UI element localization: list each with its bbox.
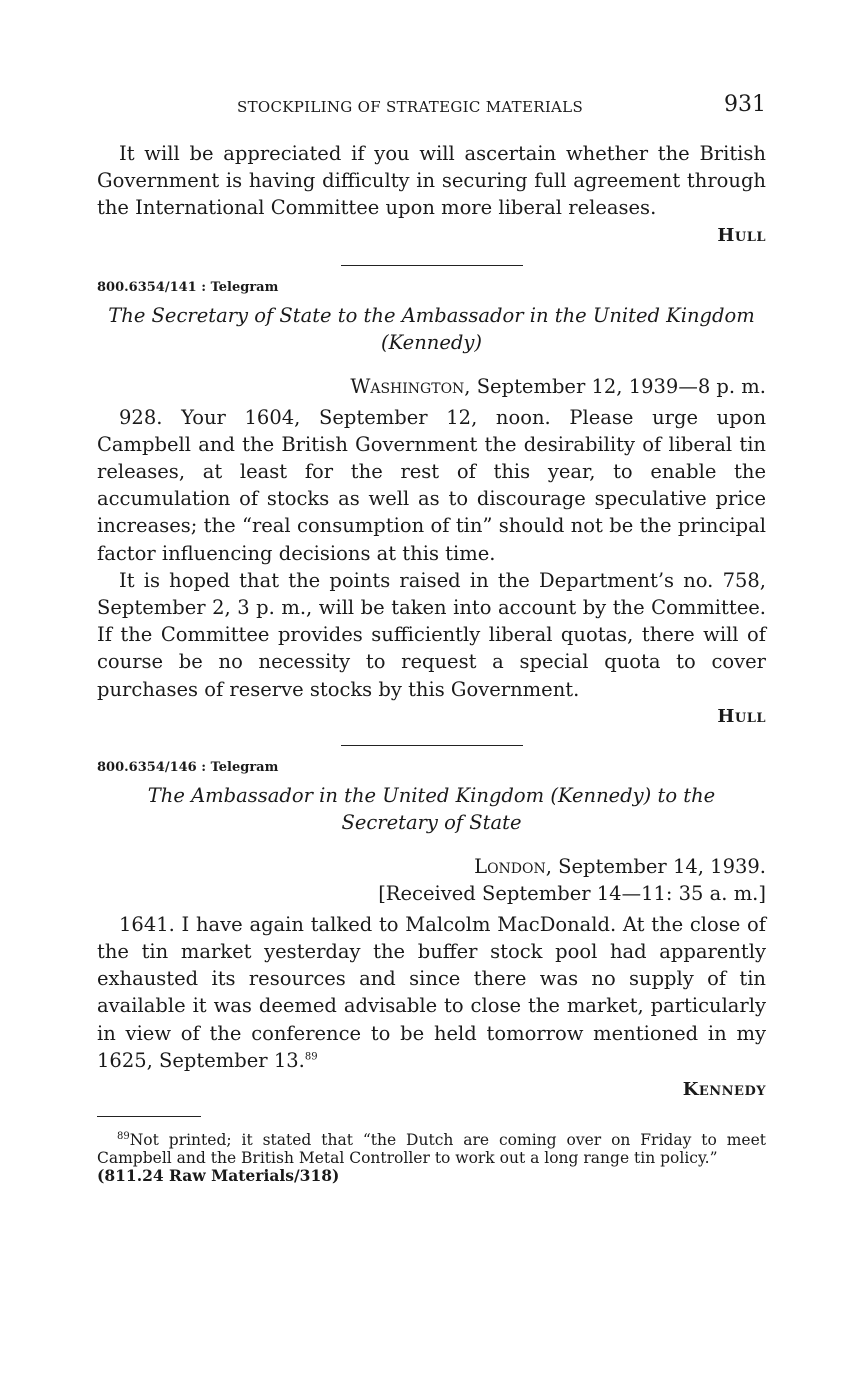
- footnote-reference-mark: 89: [304, 1051, 318, 1063]
- doc2-place: London: [474, 854, 546, 878]
- doc2-file-reference: 800.6354/146 : Telegram: [97, 759, 279, 775]
- doc1-title-line2: (Kennedy): [381, 330, 482, 354]
- doc1-file-reference: 800.6354/141 : Telegram: [97, 279, 279, 295]
- doc2-signature: Kennedy: [682, 1079, 766, 1101]
- doc2-title-line2: Secretary of State: [341, 810, 522, 834]
- doc2-date: , September 14, 1939.: [545, 854, 766, 878]
- footnote-mark: 89: [117, 1130, 130, 1142]
- doc1-paragraph-1: 928. Your 1604, September 12, noon. Please urge upon Campbell and the British Government the desirability of liberal tin releases, at least for the rest of this year, to enable the accumulation of stocks as well as to discourage speculative price increases; the “real consumption of tin” should not be the principal factor influencing decisions at this time.: [97, 405, 766, 565]
- doc1-signature: Hull: [717, 705, 766, 727]
- doc2-paragraph-text: 1641. I have again talked to Malcolm MacDonald. At the close of the tin market yesterday the buffer stock pool had apparently exhausted its resources and since there was no supply of tin available it was deemed advisable to close the market, particularly in view of the conference to be held tomorrow mentioned in my 1625, September 13.: [97, 912, 766, 1072]
- doc2-paragraph: [97, 911, 766, 1074]
- running-title: STOCKPILING OF STRATEGIC MATERIALS: [237, 98, 584, 116]
- document-page: [97, 92, 766, 1185]
- doc2-dateline: [97, 853, 766, 880]
- doc1-date: , September 12, 1939—8 p. m.: [464, 374, 766, 398]
- doc1-place: Washington: [350, 374, 465, 398]
- doc1-dateline: [97, 373, 766, 400]
- doc1-title-line1: The Secretary of State to the Ambassador in the United Kingdom: [108, 303, 755, 327]
- footnote-file-reference: (811.24 Raw Materials/318): [97, 1166, 340, 1186]
- footnote-text: Not printed; it stated that “the Dutch are coming over on Friday to meet Campbell and the British Metal Controller to work out a long range tin policy.”: [97, 1131, 766, 1168]
- intro-signature: Hull: [717, 224, 766, 246]
- doc1-paragraph-2: It is hoped that the points raised in the Department’s no. 758, September 2, 3 p. m., will be taken into account by the Committee. If the Committee provides sufficiently liberal quotas, there will of course be no necessity to request a special quota to cover purchases of reserve stocks by this Government.: [97, 568, 766, 701]
- doc2-title: [97, 782, 766, 836]
- doc2-received: [Received September 14—11: 35 a. m.]: [378, 881, 766, 905]
- page-number: 931: [724, 92, 766, 117]
- footnote: [97, 1131, 766, 1185]
- running-header: [97, 92, 766, 122]
- doc2-title-line1: The Ambassador in the United Kingdom (Kennedy) to the: [147, 783, 716, 807]
- intro-paragraph: It will be appreciated if you will ascertain whether the British Government is having difficulty in securing full agreement through the International Committee upon more liberal releases.: [97, 142, 766, 220]
- doc1-title: [97, 302, 766, 356]
